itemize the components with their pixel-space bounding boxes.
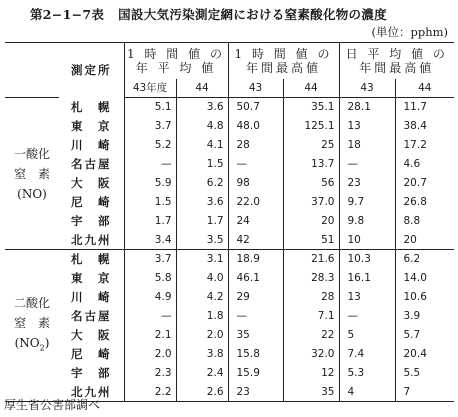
value-cell: — [124,155,176,174]
value-cell: 13 [339,117,395,136]
value-cell: 28 [228,136,283,155]
header-hourly-max: 1 時 間 値 の 年間最高値 [228,43,339,79]
value-cell: 24 [228,212,283,231]
value-cell: 3.7 [124,117,176,136]
value-cell: 3.4 [124,231,176,250]
value-cell: 22 [283,326,339,345]
value-cell: 3.7 [124,250,176,269]
value-cell: 48.0 [228,117,283,136]
value-cell: 2.0 [176,326,228,345]
station-name: 川 崎 [59,288,124,307]
value-cell: 11.7 [403,101,427,114]
value-cell: 2.4 [176,364,228,383]
value-cell: 21.6 [283,250,339,269]
value-cell: 20 [283,212,339,231]
value-cell: 7.4 [339,345,395,364]
value-cell: 28.1 [339,98,395,117]
unit-label: (単位：pphm) [371,25,448,39]
year-cell: 44 [395,79,454,98]
value-cell: 98 [228,174,283,193]
value-cell: 2.3 [124,364,176,383]
value-cell: 37.0 [283,193,339,212]
value-cell: 1.5 [124,193,176,212]
value-cell: 25 [283,136,339,155]
value-cell: 38.4 [403,120,427,132]
value-cell: 5.3 [339,364,395,383]
group-label: 二酸化 窒 素 $(NO_2)$ [5,250,59,402]
value-cell: 5.1 [124,98,176,117]
station-name: 尼 崎 [59,193,124,212]
value-cell: 29 [228,288,283,307]
station-name: 川 崎 [59,136,124,155]
value-cell: 17.2 [403,139,427,151]
value-cell: 12 [283,364,339,383]
value-cell: 26.8 [403,196,427,208]
value-cell: 5.7 [403,329,421,341]
value-cell: 15.8 [228,345,283,364]
value-cell: 3.6 [176,98,228,117]
table-number: 第2−1−7表 [30,7,105,22]
value-cell: 7.1 [283,307,339,326]
value-cell: 4.2 [176,288,228,307]
value-cell: — [228,307,283,326]
value-cell: — [339,307,395,326]
year-cell: 43年度 [124,79,176,98]
table-row [5,155,454,174]
value-cell: 3.8 [176,345,228,364]
station-name: 宇 部 [59,364,124,383]
station-name: 東 京 [59,269,124,288]
table-row [5,269,454,288]
table-row [5,193,454,212]
value-cell: 4.1 [176,136,228,155]
value-cell: 46.1 [228,269,283,288]
value-cell: 1.8 [176,307,228,326]
station-name: 北九州 [59,231,124,250]
value-cell: 20.4 [403,348,427,360]
value-cell: 32.0 [283,345,339,364]
value-cell: 2.2 [124,383,176,402]
value-cell: — [228,155,283,174]
source-note: 厚生省公害部調べ [4,398,101,412]
value-cell: 18 [339,136,395,155]
value-cell: 2.1 [124,326,176,345]
value-cell: 4.6 [403,158,421,170]
station-name: 東 京 [59,117,124,136]
station-name: 大 阪 [59,174,124,193]
value-cell: 35 [283,383,339,402]
table-row [5,307,454,326]
value-cell: 3.5 [176,231,228,250]
value-cell: 10.6 [403,291,427,303]
year-cell: 44 [176,79,228,98]
value-cell: 14.0 [403,272,427,284]
value-cell: 5.9 [124,174,176,193]
value-cell: 15.9 [228,364,283,383]
value-cell: 2.0 [124,345,176,364]
value-cell: 1.7 [176,212,228,231]
year-cell: 43 [339,79,395,98]
value-cell: 20 [395,231,454,250]
header-daily-max: 日 平 均 値 の 年間最高値 [339,43,454,79]
value-cell: 42 [228,231,283,250]
value-cell: 4.0 [176,269,228,288]
group-label: 一酸化 窒 素 (NO) [5,98,59,250]
station-name: 北九州 [59,383,124,402]
value-cell: 125.1 [283,117,339,136]
table-row [5,364,454,383]
value-cell: 6.2 [176,174,228,193]
value-cell: 20.7 [403,177,427,189]
value-cell: 35 [228,326,283,345]
value-cell: 28.3 [283,269,339,288]
value-cell: 1.5 [176,155,228,174]
table-row [5,174,454,193]
value-cell: 7 [395,383,454,402]
value-cell: 5.8 [124,269,176,288]
value-cell: 9.8 [339,212,395,231]
station-name: 名古屋 [59,155,124,174]
value-cell: — [339,155,395,174]
table-row [5,326,454,345]
value-cell: 10.3 [339,250,395,269]
data-table [5,42,454,402]
value-cell: 3.6 [176,193,228,212]
table-title [30,5,387,23]
year-cell: 43 [228,79,283,98]
value-cell: 23 [228,383,283,402]
header-station: 測定所 [59,43,124,98]
value-cell: 22.0 [228,193,283,212]
station-name: 大 阪 [59,326,124,345]
value-cell: 4.9 [124,288,176,307]
table-row [5,345,454,364]
value-cell: 51 [283,231,339,250]
table-row [5,212,454,231]
value-cell: 10 [339,231,395,250]
value-cell: 1.7 [124,212,176,231]
year-cell: 44 [283,79,339,98]
table-row [5,288,454,307]
station-name: 札 幌 [59,250,124,269]
value-cell: 18.9 [228,250,283,269]
value-cell: 5 [339,326,395,345]
value-cell: 3.1 [176,250,228,269]
header-row [5,43,454,79]
group-no [5,98,454,250]
table-row [5,117,454,136]
value-cell: 8.8 [403,215,421,227]
station-name: 宇 部 [59,212,124,231]
value-cell: 35.1 [283,98,339,117]
value-cell: 5.5 [403,367,421,379]
value-cell: 6.2 [403,253,421,266]
value-cell: 28 [283,288,339,307]
station-name: 名古屋 [59,307,124,326]
value-cell: 50.7 [228,98,283,117]
value-cell: 3.9 [403,310,421,322]
value-cell: 9.7 [339,193,395,212]
station-name: 札 幌 [59,98,124,117]
table-row [5,98,454,117]
value-cell: — [124,307,176,326]
value-cell: 4.8 [176,117,228,136]
table-caption: 国設大気汚染測定網における窒素酸化物の濃度 [118,7,387,22]
table-row [5,136,454,155]
header-annual-mean: 1 時 間 値 の 年 平 均 値 [124,43,228,79]
value-cell: 2.6 [176,383,228,402]
value-cell: 56 [283,174,339,193]
value-cell: 4 [339,383,395,402]
value-cell: 23 [339,174,395,193]
station-name: 尼 崎 [59,345,124,364]
table-row [5,231,454,250]
value-cell: 13.7 [283,155,339,174]
table-row [5,250,454,269]
value-cell: 16.1 [339,269,395,288]
value-cell: 13 [339,288,395,307]
value-cell: 5.2 [124,136,176,155]
group-no2 [5,250,454,402]
